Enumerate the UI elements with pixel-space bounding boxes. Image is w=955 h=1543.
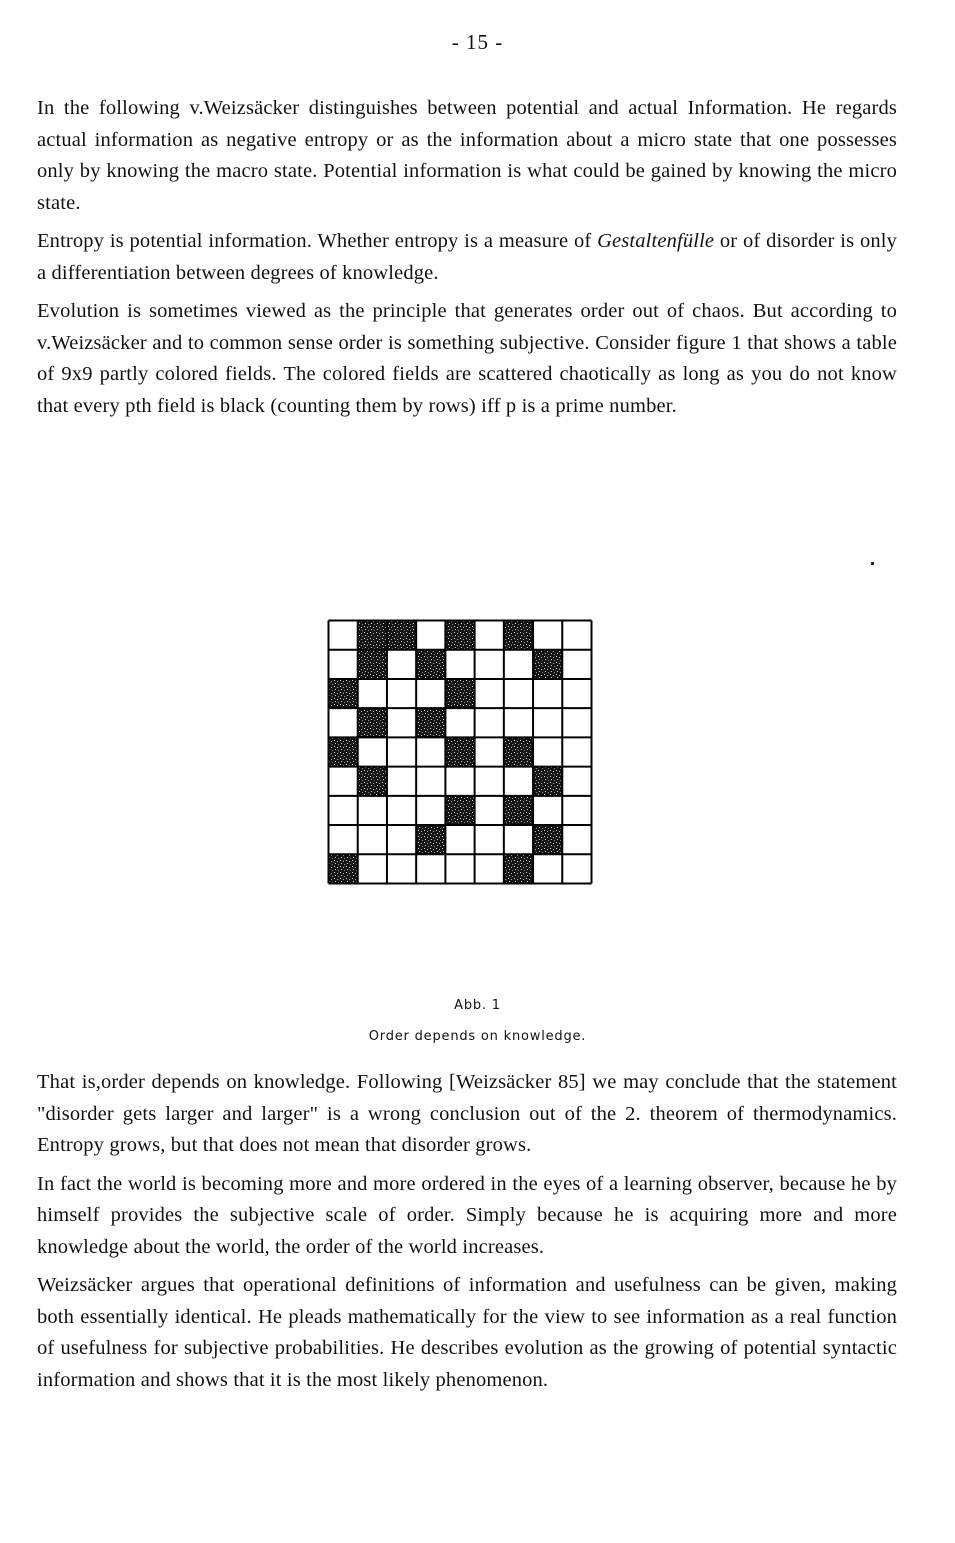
grid-cell-empty [358,825,387,854]
grid-cell-empty [387,767,416,796]
grid-cell-empty [475,708,504,737]
grid-cell-filled [533,767,562,796]
grid-cell-empty [358,796,387,825]
grid-cell-filled [358,650,387,679]
paragraph-entropy [37,226,897,289]
grid-cell-empty [387,825,416,854]
grid-cell-empty [387,737,416,766]
grid-cell-empty [562,679,591,708]
grid-cell-empty [329,767,358,796]
paragraph-entropy-start: Entropy is potential information. Whether entropy is a measure of [37,230,598,252]
grid-cell-filled [329,854,358,883]
grid-cell-empty [445,825,474,854]
grid-cell-empty [387,796,416,825]
grid-cell-empty [562,796,591,825]
grid-cell-empty [416,796,445,825]
grid-cell-empty [475,679,504,708]
body-text-top [37,93,897,429]
paragraph-evolution: Evolution is sometimes viewed as the principle that generates order out of chaos. But according to v.Weizsäcker and to common sense order is something subjective. Consider figure 1 that shows a table of 9x9 partly colored fields. The colored fields are scattered chaotically as long as you do not know that every pth field is black (counting them by rows) iff p is a prime number. [37,300,897,417]
grid-cell-empty [445,767,474,796]
grid-cell-empty [329,621,358,650]
grid-cell-empty [475,650,504,679]
grid-cell-empty [416,621,445,650]
grid-cell-empty [533,708,562,737]
grid-cell-filled [445,679,474,708]
grid-cell-empty [329,708,358,737]
grid-cell-empty [562,621,591,650]
paragraph-learning-observer: In fact the world is becoming more and more ordered in the eyes of a learning observer, because he by himself provides the subjective scale of order. Simply because he is acquiring more and more knowledge about the world, the order of the world increases. [37,1172,897,1258]
grid-cell-empty [329,796,358,825]
grid-cell-empty [533,621,562,650]
grid-cell-filled [329,679,358,708]
grid-cell-empty [562,650,591,679]
page-number: - 15 - [451,30,504,54]
figure-caption: Order depends on knowledge. [368,1029,587,1044]
grid-cell-empty [358,737,387,766]
grid-cell-filled [358,621,387,650]
paragraph-entropy-end: or of disorder is only a differentiation between degrees of knowledge. [37,230,897,284]
grid-cell-empty [475,825,504,854]
grid-cell-filled [445,621,474,650]
grid-cell-filled [358,708,387,737]
grid-cell-empty [562,825,591,854]
grid-cell-empty [445,650,474,679]
grid-cell-empty [387,650,416,679]
grid-cell-filled [329,737,358,766]
grid-cell-empty [562,767,591,796]
grid-cell-empty [475,767,504,796]
grid-cell-empty [329,825,358,854]
grid-cell-empty [416,679,445,708]
grid-cell-filled [416,650,445,679]
grid-cell-filled [445,737,474,766]
grid-cell-empty [416,854,445,883]
grid-cell-empty [416,767,445,796]
grid-cell-filled [387,621,416,650]
body-text-bottom [37,1067,897,1403]
grid-cell-empty [562,854,591,883]
grid-cell-filled [416,825,445,854]
grid-cell-empty [504,825,533,854]
grid-cell-empty [533,854,562,883]
grid-cell-filled [504,796,533,825]
grid-cell-empty [504,679,533,708]
grid-cell-empty [533,679,562,708]
grid-cell-empty [475,796,504,825]
paragraph-usefulness: Weizsäcker argues that operational definitions of information and usefulness can be given, making both essentially identical. He pleads mathematically for the view to see information as a real function of usefulness for subjective probabilities. He describes evolution as the growing of potential syntactic information and shows that it is the most likely phenomenon. [37,1274,897,1391]
prime-grid-svg [327,619,593,885]
grid-cell-filled [445,796,474,825]
grid-cell-empty [445,708,474,737]
grid-cell-empty [387,708,416,737]
grid-cell-filled [533,650,562,679]
scan-speck [871,562,874,565]
term-gestaltenfuelle: Gestaltenfülle [597,230,715,252]
grid-cell-empty [533,796,562,825]
grid-cell-filled [504,854,533,883]
grid-cell-empty [475,854,504,883]
grid-cell-filled [416,708,445,737]
grid-cell-empty [504,650,533,679]
grid-cell-empty [533,737,562,766]
grid-cell-filled [504,737,533,766]
prime-grid-figure [327,619,593,885]
grid-cell-empty [562,737,591,766]
grid-cell-filled [533,825,562,854]
grid-cell-empty [387,854,416,883]
grid-cell-empty [475,621,504,650]
grid-cell-empty [475,737,504,766]
grid-cell-empty [358,854,387,883]
grid-cell-empty [416,737,445,766]
grid-cell-empty [329,650,358,679]
grid-cell-empty [504,708,533,737]
grid-cell-filled [504,621,533,650]
grid-cell-empty [445,854,474,883]
paragraph-information: In the following v.Weizsäcker distinguishes between potential and actual Information. He regards actual information as negative entropy or as the information about a micro state that one possesses only by knowing the macro state. Potential information is what could be gained by knowing the micro state. [37,97,897,214]
grid-cell-empty [562,708,591,737]
grid-cell-filled [358,767,387,796]
paragraph-order-knowledge: That is,order depends on knowledge. Following [Weizsäcker 85] we may conclude that the statement "disorder gets larger and larger" is a wrong conclusion out of the 2. theorem of thermodynamics. Entropy grows, but that does not mean that disorder grows. [37,1071,897,1156]
grid-cell-empty [504,767,533,796]
figure-label: Abb. 1 [454,998,501,1013]
grid-cell-empty [387,679,416,708]
grid-cell-empty [358,679,387,708]
